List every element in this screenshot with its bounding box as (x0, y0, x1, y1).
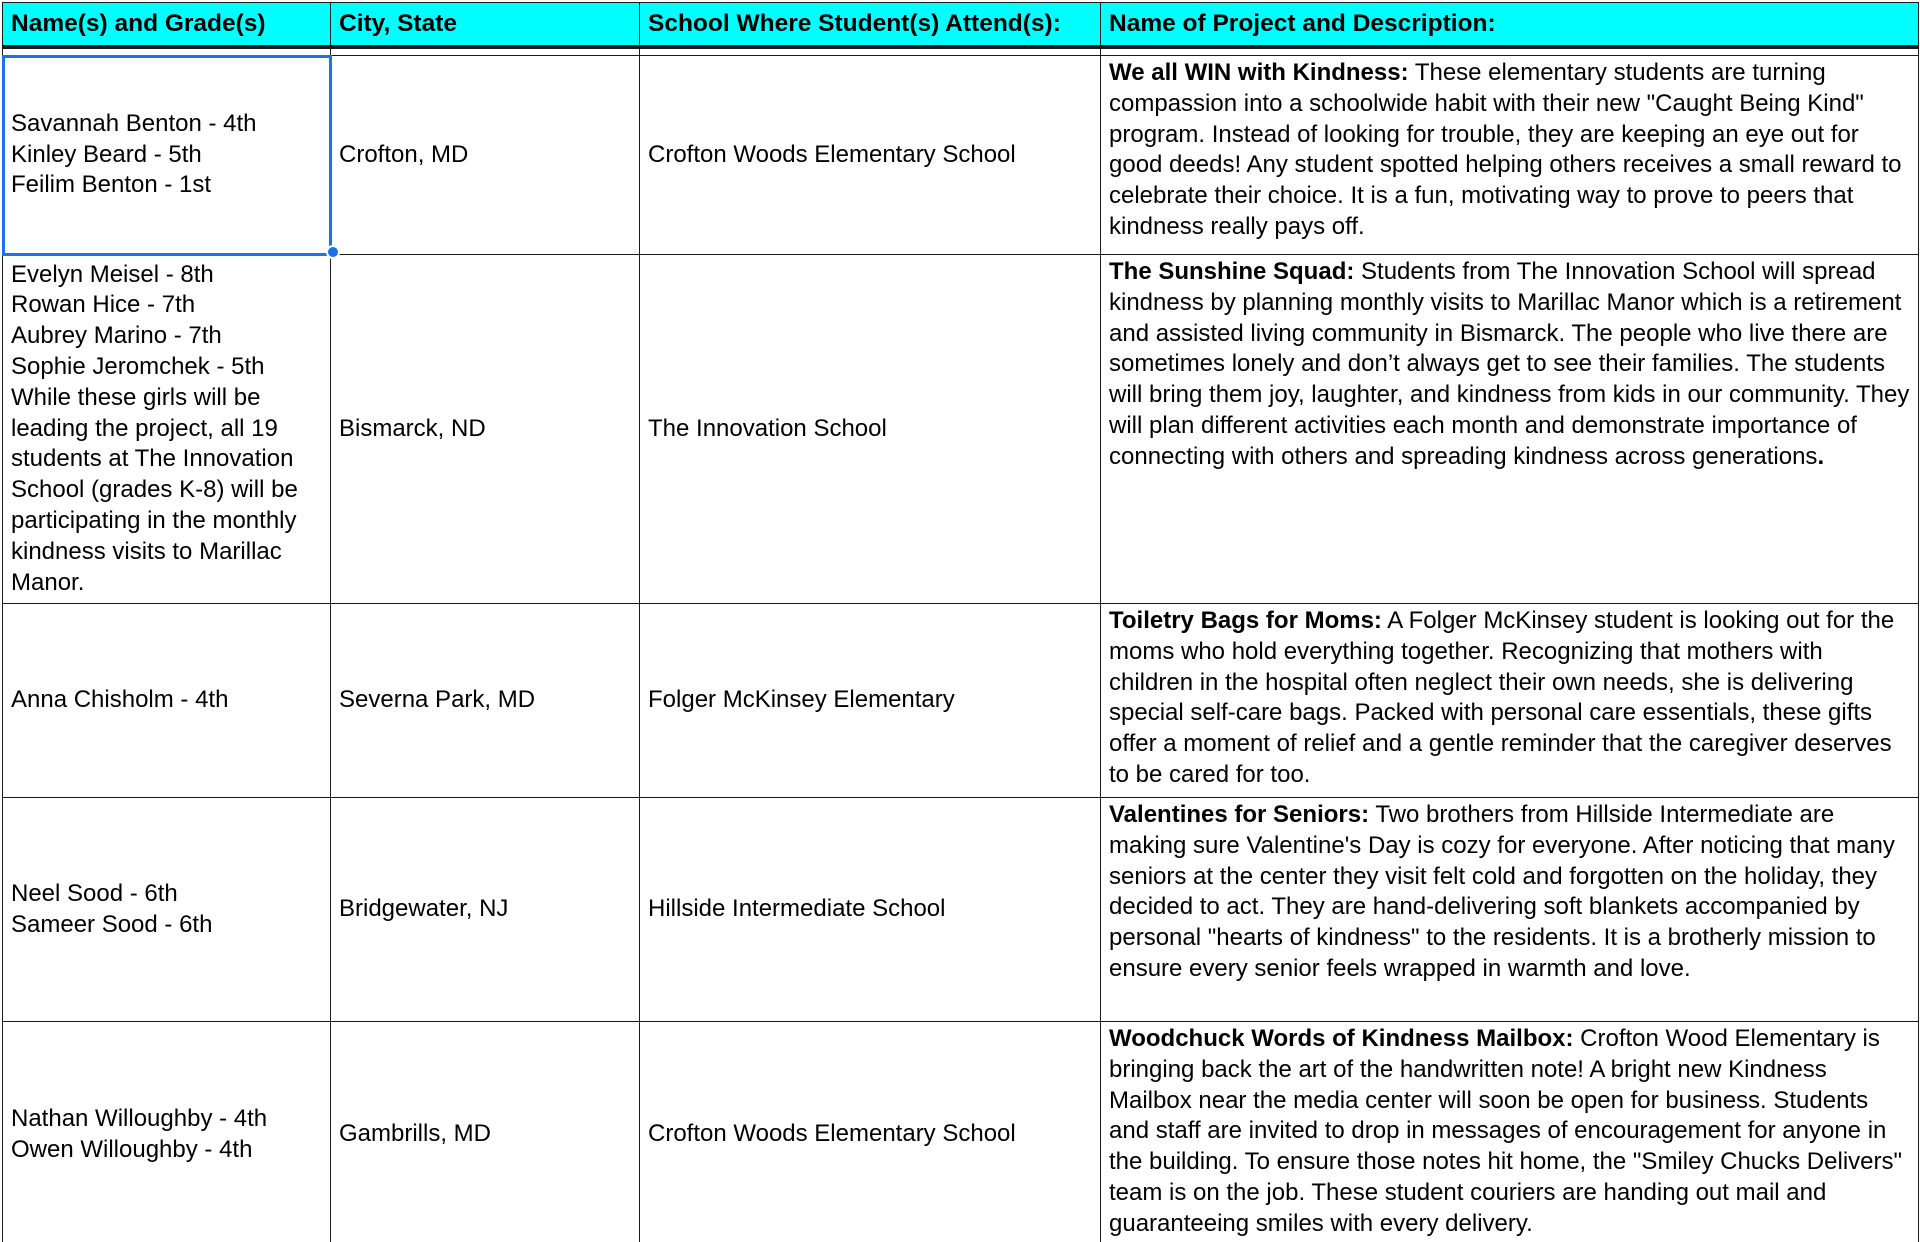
project-title: Toiletry Bags for Moms: (1109, 607, 1382, 634)
table-row (3, 798, 1919, 1022)
student-name: Feilim Benton - 1st (11, 171, 212, 199)
selection-fill-handle[interactable] (326, 245, 340, 259)
table-row (3, 1022, 1919, 1242)
project-description: Crofton Wood Elementary is bringing back the art of the handwritten note! A bright new Kindness Mailbox near the media center will soon be open for business. Students and staff are invited to drop in messages of encouragement for anyone in the building. To ensure those notes hit home, the "Smiley Chucks Delivers" team is on the job. These student couriers are handing out mail and guaranteeing smiles with every delivery. (1109, 1025, 1903, 1237)
header-cell-school[interactable]: School Where Student(s) Attend(s): (640, 3, 1101, 48)
student-name: Savannah Benton - 4th (11, 109, 257, 137)
school-cell[interactable]: The Innovation School (640, 255, 1101, 604)
names-cell[interactable] (3, 255, 331, 604)
header-row (3, 3, 1919, 48)
spacer-cell[interactable] (3, 47, 331, 56)
project-title: The Sunshine Squad: (1109, 258, 1355, 285)
project-description: A Folger McKinsey student is looking out for the moms who hold everything together. Recognizing that mothers with children in the hospital often neglect their own needs, she is delivering special self-care bags. Packed with personal care essentials, these gifts offer a moment of relief and a gentle reminder that the caregiver deserves to be cared for too. (1109, 607, 1895, 788)
project-description: Students from The Innovation School will spread kindness by planning monthly visits to Marillac Manor which is a retirement and assisted living community in Bismarck. The people who live there are sometimes lonely and don’t always get to see their families. The students will bring them joy, laughter, and kindness from kids in our community. They will plan different activities each month and demonstrate importance of connecting with others and spreading kindness across generations (1109, 258, 1910, 470)
project-cell[interactable] (1101, 1022, 1919, 1242)
student-name: Nathan Willoughby - 4th (11, 1104, 268, 1132)
project-description-end: . (1817, 442, 1825, 470)
city-cell[interactable]: Crofton, MD (331, 56, 640, 255)
project-description: Two brothers from Hillside Intermediate are making sure Valentine's Day is cozy for everyone. After noticing that many seniors at the center they visit felt cold and forgotten on the holiday, they decided to act. They are hand-delivering soft blankets accompanied by personal "hearts of kindness" to the residents. It is a brotherly mission to ensure every senior feels wrapped in warmth and love. (1109, 801, 1895, 982)
names-cell[interactable] (3, 604, 331, 798)
names-cell-selected[interactable] (3, 56, 331, 255)
project-cell[interactable] (1101, 604, 1919, 798)
school-cell[interactable]: Crofton Woods Elementary School (640, 1022, 1101, 1242)
project-cell[interactable] (1101, 56, 1919, 255)
project-cell[interactable] (1101, 255, 1919, 604)
table-row (3, 604, 1919, 798)
student-name: Rowan Hice - 7th (11, 291, 196, 319)
school-cell[interactable]: Crofton Woods Elementary School (640, 56, 1101, 255)
city-cell[interactable]: Gambrills, MD (331, 1022, 640, 1242)
spacer-cell[interactable] (1101, 47, 1919, 56)
student-name: Aubrey Marino - 7th (11, 322, 222, 350)
project-cell[interactable] (1101, 798, 1919, 1022)
student-name: Anna Chisholm - 4th (11, 686, 229, 714)
project-title: We all WIN with Kindness: (1109, 59, 1409, 86)
project-description: These elementary students are turning compassion into a schoolwide habit with their new "Caught Being Kind" program. Instead of looking for trouble, they are keeping an eye out for good deeds! Any student spotted helping others receives a small reward to celebrate their choice. It is a fun, motivating way to prove to peers that kindness really pays off. (1109, 59, 1902, 240)
names-note: While these girls will be leading the project, all 19 students at The Innovation School (grades K-8) will be participating in the monthly kindness visits to Marillac Manor. (11, 383, 298, 596)
student-name: Sameer Sood - 6th (11, 910, 213, 938)
project-title: Woodchuck Words of Kindness Mailbox: (1109, 1025, 1574, 1052)
student-name: Kinley Beard - 5th (11, 140, 202, 168)
spacer-row (3, 47, 1919, 56)
names-cell[interactable] (3, 1022, 331, 1242)
table-row (3, 255, 1919, 604)
student-name: Neel Sood - 6th (11, 879, 178, 907)
table-row (3, 56, 1919, 255)
school-cell[interactable]: Folger McKinsey Elementary (640, 604, 1101, 798)
student-name: Sophie Jeromchek - 5th (11, 353, 265, 380)
city-cell[interactable]: Severna Park, MD (331, 604, 640, 798)
kindness-projects-table (2, 2, 1919, 1242)
spacer-cell[interactable] (331, 47, 640, 56)
student-name: Owen Willoughby - 4th (11, 1135, 253, 1163)
header-cell-names[interactable]: Name(s) and Grade(s) (3, 3, 331, 48)
header-cell-project[interactable]: Name of Project and Description: (1101, 3, 1919, 48)
names-cell[interactable] (3, 798, 331, 1022)
school-cell[interactable]: Hillside Intermediate School (640, 798, 1101, 1022)
city-cell[interactable]: Bismarck, ND (331, 255, 640, 604)
header-cell-city[interactable]: City, State (331, 3, 640, 48)
city-cell[interactable]: Bridgewater, NJ (331, 798, 640, 1022)
student-name: Evelyn Meisel - 8th (11, 260, 214, 288)
project-title: Valentines for Seniors: (1109, 801, 1370, 828)
spacer-cell[interactable] (640, 47, 1101, 56)
